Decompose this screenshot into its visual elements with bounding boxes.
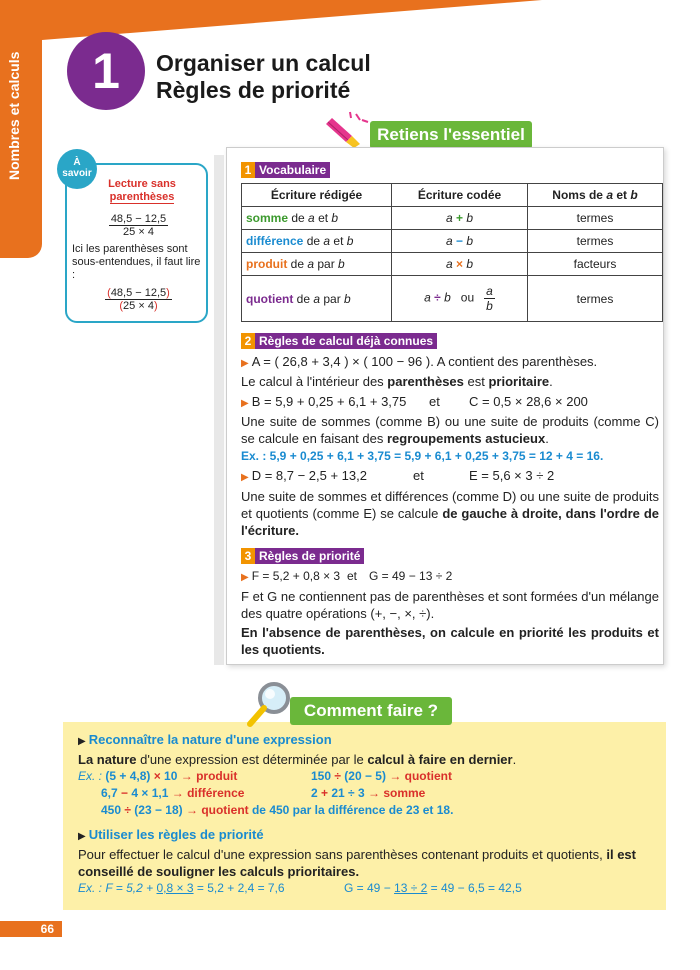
cf-example-row-1b: 150 ÷ (20 − 5) → quotient (311, 769, 452, 783)
cf-example-row-2b: 2 + 21 ÷ 3 → somme (311, 786, 426, 800)
rule-example-1: Ex. : 5,9 + 0,25 + 6,1 + 3,75 = 5,9 + 6,1 + 0,25 + 3,75 = 12 + 4 = 16. (241, 449, 604, 463)
table-row: différence de a et b a − b termes (242, 230, 663, 253)
section-regles-connues-header: 2 Règles de calcul déjà connues (241, 333, 437, 349)
savoir-fraction-2: $\frac{(48,5 - 12,5)}{(25 \times 4)}$ (107, 287, 170, 312)
cf-subtitle-2: ▶ Utiliser les règles de priorité (78, 827, 264, 842)
cf-example-row-3: 450 ÷ (23 − 18) → quotient de 450 par la différence de 23 et 18. (101, 803, 454, 817)
cf-example-f: Ex. : F = 5,2 + 0,8 × 3 = 5,2 + 2,4 = 7,6 (78, 881, 285, 895)
comment-faire-banner: Comment faire ? (290, 697, 452, 725)
rule-line-b-c: ▶ B = 5,9 + 0,25 + 6,1 + 3,75 et C = 0,5 × 28,6 × 200 (241, 394, 588, 409)
table-row: produit de a par b a × b facteurs (242, 253, 663, 276)
side-strip (0, 0, 42, 258)
cf-example-g: G = 49 − 13 ÷ 2 = 49 − 6,5 = 42,5 (344, 881, 522, 895)
cf-example-row-1: Ex. : (5 + 4,8) × 10 → produit (78, 769, 238, 783)
main-box-shadow (214, 155, 224, 665)
savoir-fraction-1: $\frac{48,5 - 12,5}{25 \times 4}$ (110, 213, 167, 238)
table-row: somme de a et b a + b termes (242, 207, 663, 230)
priority-line-f-g: ▶ F = 5,2 + 0,8 × 3 et G = 49 − 13 ÷ 2 (241, 569, 453, 583)
cf-example-row-2: 6,7 − 4 × 1,1 → différence (101, 786, 245, 800)
cf-subtitle-1: ▶ Reconnaître la nature d'une expression (78, 732, 332, 747)
rule-line-d-e: ▶ D = 8,7 − 2,5 + 13,2 et E = 5,6 × 3 ÷ 2 (241, 468, 555, 483)
a-savoir-badge: À savoir (57, 149, 97, 189)
cf-priority-text: Pour effectuer le calcul d'une expression sans parenthèses contenant produits et quotients, il est conseillé de souligner les calculs prioritaires. (78, 847, 636, 879)
page-number: 66 (0, 921, 62, 937)
priority-rule: En l'absence de parenthèses, on calcule en priorité les produits et les quotients. (241, 625, 659, 657)
priority-text: F et G ne contiennent pas de parenthèses et sont formées d'un mélange des quatre opérations (+, −, ×, ÷). (241, 589, 659, 621)
savoir-text: Ici les parenthèses sont sous-entendues, il faut lire : (72, 243, 201, 281)
savoir-title: Lecture sans parenthèses (108, 178, 176, 203)
table-row: quotient de a par b a ÷ b ou $\frac{a}{b}$ termes (242, 276, 663, 322)
rule-line-a: ▶ A = ( 26,8 + 3,4 ) × ( 100 − 96 ). A contient des parenthèses. (241, 354, 598, 369)
a-savoir-box (65, 163, 208, 323)
vocab-table (241, 183, 663, 322)
rule-line-suite: Une suite de sommes (comme B) ou une suite de produits (comme C) se calcule en faisant des regroupements astucieux. (241, 414, 659, 446)
magnifier-icon (244, 680, 294, 730)
table-header-row: Écriture rédigée Écriture codée Noms de a et b (242, 184, 663, 207)
rule-line-parentheses: Le calcul à l'intérieur des parenthèses est prioritaire. (241, 374, 553, 389)
title-line-1: Organiser un calcul (156, 50, 371, 76)
section-vocabulaire-header: 1 Vocabulaire (241, 162, 330, 178)
title-line-2: Règles de priorité (156, 77, 351, 103)
section-priorite-header: 3 Règles de priorité (241, 548, 364, 564)
highlighter-icon (326, 110, 370, 150)
side-label: Nombres et calculs (6, 51, 22, 180)
cf-nature-line: La nature d'une expression est déterminée par le calcul à faire en dernier. (78, 752, 517, 767)
retiens-banner: Retiens l'essentiel (370, 121, 532, 149)
page-title (156, 50, 371, 104)
chapter-number: 1 (67, 32, 145, 110)
rule-line-gauche-droite: Une suite de sommes et différences (comme D) ou une suite de produits et quotients (comme E) se calcule de gauche à droite, dans l'ordre de l'écriture. (241, 489, 659, 538)
